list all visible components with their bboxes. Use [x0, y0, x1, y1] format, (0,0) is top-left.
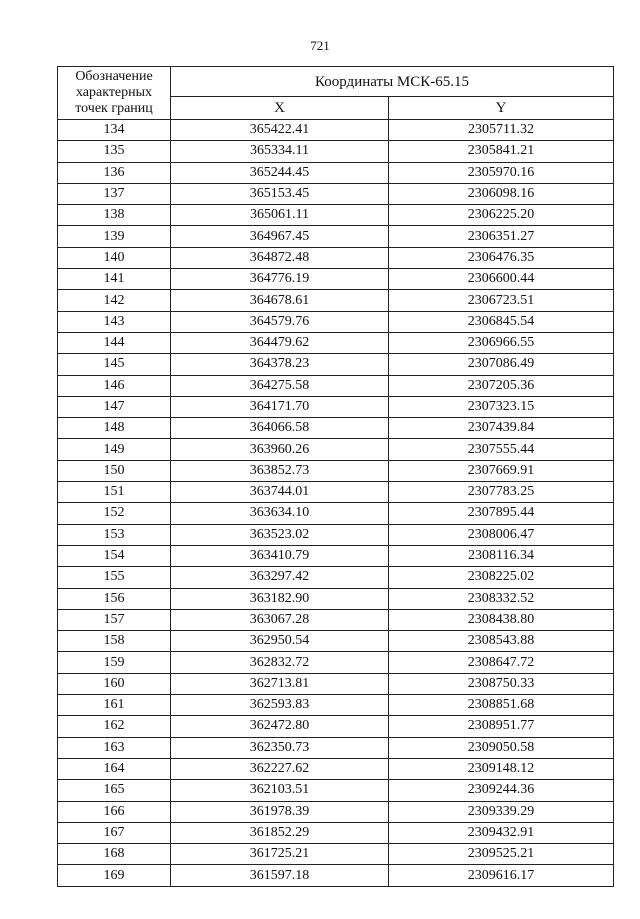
x-coordinate-cell: 363960.26	[171, 439, 389, 460]
point-id-cell: 140	[58, 247, 171, 268]
point-id-cell: 137	[58, 183, 171, 204]
y-coordinate-cell: 2306098.16	[389, 183, 614, 204]
y-coordinate-cell: 2309148.12	[389, 758, 614, 779]
x-coordinate-cell: 365244.45	[171, 162, 389, 183]
table-row	[58, 865, 614, 886]
x-coordinate-cell: 363634.10	[171, 503, 389, 524]
point-id-cell: 141	[58, 269, 171, 290]
x-coordinate-cell: 363410.79	[171, 545, 389, 566]
y-coordinate-cell: 2306845.54	[389, 311, 614, 332]
table-row	[58, 226, 614, 247]
x-coordinate-cell: 363067.28	[171, 609, 389, 630]
x-coordinate-cell: 362713.81	[171, 673, 389, 694]
y-coordinate-cell: 2309339.29	[389, 801, 614, 822]
point-id-cell: 135	[58, 141, 171, 162]
point-id-cell: 160	[58, 673, 171, 694]
point-id-cell: 154	[58, 545, 171, 566]
table-row	[58, 120, 614, 141]
point-id-cell: 167	[58, 822, 171, 843]
x-coordinate-cell: 361978.39	[171, 801, 389, 822]
y-coordinate-cell: 2306351.27	[389, 226, 614, 247]
point-id-cell: 145	[58, 354, 171, 375]
y-coordinate-cell: 2307895.44	[389, 503, 614, 524]
coordinates-group-header: Координаты МСК-65.15	[171, 67, 614, 97]
x-coordinate-cell: 364066.58	[171, 418, 389, 439]
point-id-cell: 162	[58, 716, 171, 737]
x-coordinate-cell: 364275.58	[171, 375, 389, 396]
x-coordinate-cell: 364479.62	[171, 332, 389, 353]
y-coordinate-cell: 2307439.84	[389, 418, 614, 439]
y-coordinate-cell: 2309050.58	[389, 737, 614, 758]
y-coordinate-cell: 2308851.68	[389, 695, 614, 716]
point-id-cell: 164	[58, 758, 171, 779]
point-id-cell: 139	[58, 226, 171, 247]
table-row	[58, 780, 614, 801]
table-row	[58, 844, 614, 865]
table-row	[58, 460, 614, 481]
x-coordinate-cell: 361597.18	[171, 865, 389, 886]
y-coordinate-cell: 2309616.17	[389, 865, 614, 886]
table-row	[58, 822, 614, 843]
x-column-header: X	[171, 97, 389, 120]
y-coordinate-cell: 2307669.91	[389, 460, 614, 481]
table-row	[58, 332, 614, 353]
table-row	[58, 290, 614, 311]
point-id-cell: 161	[58, 695, 171, 716]
table-body	[58, 120, 614, 887]
y-coordinate-cell: 2308438.80	[389, 609, 614, 630]
point-id-cell: 153	[58, 524, 171, 545]
point-id-cell: 152	[58, 503, 171, 524]
point-id-cell: 138	[58, 205, 171, 226]
y-coordinate-cell: 2308006.47	[389, 524, 614, 545]
x-coordinate-cell: 365061.11	[171, 205, 389, 226]
table-row	[58, 311, 614, 332]
y-coordinate-cell: 2308116.34	[389, 545, 614, 566]
x-coordinate-cell: 362103.51	[171, 780, 389, 801]
point-id-cell: 155	[58, 567, 171, 588]
table-row	[58, 545, 614, 566]
y-coordinate-cell: 2308750.33	[389, 673, 614, 694]
x-coordinate-cell: 362593.83	[171, 695, 389, 716]
x-coordinate-cell: 362832.72	[171, 652, 389, 673]
x-coordinate-cell: 365153.45	[171, 183, 389, 204]
point-id-cell: 147	[58, 396, 171, 417]
point-id-cell: 136	[58, 162, 171, 183]
y-coordinate-cell: 2309525.21	[389, 844, 614, 865]
x-coordinate-cell: 364579.76	[171, 311, 389, 332]
y-coordinate-cell: 2307783.25	[389, 482, 614, 503]
point-id-cell: 149	[58, 439, 171, 460]
table-row	[58, 354, 614, 375]
x-coordinate-cell: 362472.80	[171, 716, 389, 737]
x-coordinate-cell: 364872.48	[171, 247, 389, 268]
table-row	[58, 162, 614, 183]
x-coordinate-cell: 364967.45	[171, 226, 389, 247]
x-coordinate-cell: 361725.21	[171, 844, 389, 865]
point-id-cell: 148	[58, 418, 171, 439]
point-designation-header: Обозначение характерных точек границ	[58, 67, 171, 120]
x-coordinate-cell: 363182.90	[171, 588, 389, 609]
table-row	[58, 631, 614, 652]
point-id-cell: 157	[58, 609, 171, 630]
table-row	[58, 503, 614, 524]
table-row	[58, 141, 614, 162]
point-id-cell: 144	[58, 332, 171, 353]
y-coordinate-cell: 2309244.36	[389, 780, 614, 801]
point-id-cell: 156	[58, 588, 171, 609]
table-row	[58, 801, 614, 822]
x-coordinate-cell: 362227.62	[171, 758, 389, 779]
table-row	[58, 695, 614, 716]
x-coordinate-cell: 363852.73	[171, 460, 389, 481]
point-id-cell: 151	[58, 482, 171, 503]
y-coordinate-cell: 2305841.21	[389, 141, 614, 162]
table-row	[58, 205, 614, 226]
table-row	[58, 758, 614, 779]
coordinates-table	[57, 66, 614, 887]
table-row	[58, 482, 614, 503]
x-coordinate-cell: 362350.73	[171, 737, 389, 758]
table-row	[58, 716, 614, 737]
y-coordinate-cell: 2307205.36	[389, 375, 614, 396]
point-id-cell: 143	[58, 311, 171, 332]
x-coordinate-cell: 364776.19	[171, 269, 389, 290]
table-row	[58, 567, 614, 588]
x-coordinate-cell: 363523.02	[171, 524, 389, 545]
table-row	[58, 652, 614, 673]
point-id-cell: 150	[58, 460, 171, 481]
y-coordinate-cell: 2309432.91	[389, 822, 614, 843]
y-coordinate-cell: 2308951.77	[389, 716, 614, 737]
point-id-cell: 165	[58, 780, 171, 801]
table-header	[58, 67, 614, 120]
point-id-cell: 134	[58, 120, 171, 141]
y-coordinate-cell: 2305970.16	[389, 162, 614, 183]
y-coordinate-cell: 2307323.15	[389, 396, 614, 417]
x-coordinate-cell: 364378.23	[171, 354, 389, 375]
table-row	[58, 375, 614, 396]
y-coordinate-cell: 2308543.88	[389, 631, 614, 652]
y-coordinate-cell: 2307555.44	[389, 439, 614, 460]
table-row	[58, 609, 614, 630]
x-coordinate-cell: 363297.42	[171, 567, 389, 588]
point-id-cell: 169	[58, 865, 171, 886]
point-id-cell: 166	[58, 801, 171, 822]
point-id-cell: 168	[58, 844, 171, 865]
x-coordinate-cell: 363744.01	[171, 482, 389, 503]
table-row	[58, 396, 614, 417]
page-number: 721	[310, 38, 330, 53]
point-id-cell: 158	[58, 631, 171, 652]
y-coordinate-cell: 2306600.44	[389, 269, 614, 290]
x-coordinate-cell: 365422.41	[171, 120, 389, 141]
point-id-cell: 163	[58, 737, 171, 758]
x-coordinate-cell: 365334.11	[171, 141, 389, 162]
table-row	[58, 269, 614, 290]
y-coordinate-cell: 2306723.51	[389, 290, 614, 311]
y-coordinate-cell: 2308647.72	[389, 652, 614, 673]
point-id-cell: 159	[58, 652, 171, 673]
table-row	[58, 524, 614, 545]
x-coordinate-cell: 364171.70	[171, 396, 389, 417]
y-coordinate-cell: 2306225.20	[389, 205, 614, 226]
y-coordinate-cell: 2308225.02	[389, 567, 614, 588]
table-row	[58, 183, 614, 204]
table-row	[58, 439, 614, 460]
table-row	[58, 737, 614, 758]
table-row	[58, 588, 614, 609]
y-coordinate-cell: 2305711.32	[389, 120, 614, 141]
y-coordinate-cell: 2307086.49	[389, 354, 614, 375]
x-coordinate-cell: 361852.29	[171, 822, 389, 843]
y-coordinate-cell: 2308332.52	[389, 588, 614, 609]
point-id-cell: 146	[58, 375, 171, 396]
y-column-header: Y	[389, 97, 614, 120]
x-coordinate-cell: 362950.54	[171, 631, 389, 652]
table-row	[58, 418, 614, 439]
table-row	[58, 673, 614, 694]
x-coordinate-cell: 364678.61	[171, 290, 389, 311]
table-row	[58, 247, 614, 268]
y-coordinate-cell: 2306966.55	[389, 332, 614, 353]
point-id-cell: 142	[58, 290, 171, 311]
y-coordinate-cell: 2306476.35	[389, 247, 614, 268]
